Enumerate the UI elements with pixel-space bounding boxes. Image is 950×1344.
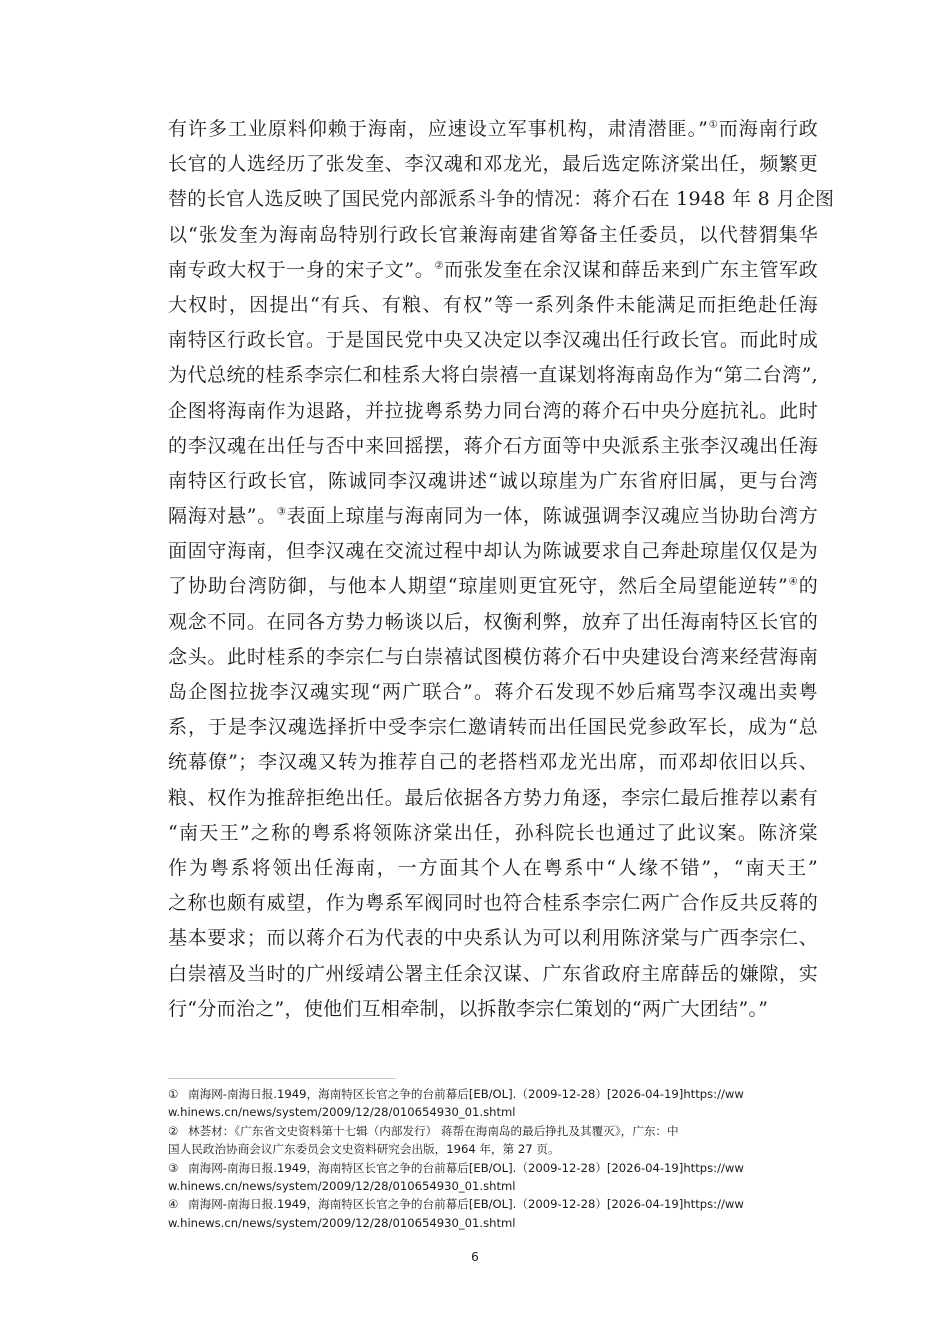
footnote-reference[interactable]: ① [708, 119, 719, 131]
text-line [168, 534, 818, 569]
text-line [168, 992, 818, 1027]
text-line [168, 323, 818, 358]
footnote-reference[interactable]: ④ [788, 577, 799, 589]
text-run: 企图将海南作为退路，并拉拢粤系势力同台湾的蒋介石中央分庭抗礼。此时 [168, 399, 818, 422]
text-line [168, 218, 818, 253]
footnote-text: 林荟材：《广东省文史资料第十七辑（内部发行） 蒋帮在海南岛的最后挣扎及其覆灭》，广东：中 [188, 1123, 679, 1138]
footnote-text: w.hinews.cn/news/system/2009/12/28/010654930_01.shtml [168, 1105, 516, 1120]
text-line [168, 710, 818, 745]
footnote-separator [168, 1078, 396, 1079]
text-run: 行“分而治之”，使他们互相牵制，以拆散李宗仁策划的“两广大团结”。” [168, 997, 769, 1020]
footnote-marker: ④ [168, 1197, 179, 1212]
text-line [168, 605, 818, 640]
text-run: 白崇禧及当时的广州绥靖公署主任余汉谋、广东省政府主席薛岳的嫌隙，实 [168, 962, 818, 985]
footnote-text: w.hinews.cn/news/system/2009/12/28/010654930_01.shtml [168, 1178, 516, 1193]
text-line [168, 921, 818, 956]
text-run: 系，于是李汉魂选择折中受李宗仁邀请转而出任国民党参政军长，成为“总 [168, 716, 818, 739]
text-line [168, 147, 818, 182]
footnote-text: 南海网-南海日报.1949，海南特区长官之争的台前幕后[EB/OL].（2009-12-28）[2026-04-19]https://ww [188, 1160, 744, 1175]
text-line [168, 569, 818, 604]
footnote-reference[interactable]: ② [434, 260, 445, 272]
footnote-line [168, 1140, 808, 1158]
footnote-marker: ③ [168, 1160, 179, 1175]
footnote-line [168, 1159, 808, 1177]
text-run: 南特区行政长官。于是国民党中央又决定以李汉魂出任行政长官。而此时成 [168, 329, 818, 352]
footnote-line [168, 1214, 808, 1232]
text-line [168, 464, 818, 499]
text-run: 观念不同。在同各方势力畅谈以后，权衡利弊，放弃了出任海南特区长官的 [168, 610, 818, 633]
footnote-marker: ① [168, 1087, 179, 1101]
text-run: 之称也颇有威望，作为粤系军阀同时也符合桂系李宗仁两广合作反共反蒋的 [168, 892, 818, 915]
text-run: 作为粤系将领出任海南，一方面其个人在粤系中“人缘不错”，“南天王” [168, 856, 818, 879]
text-run: “南天王”之称的粤系将领陈济棠出任，孙科院长也通过了此议案。陈济棠 [168, 821, 818, 844]
text-run: 基本要求；而以蒋介石为代表的中央系认为可以利用陈济棠与广西李宗仁、 [168, 927, 818, 950]
footnote-text: 国人民政治协商会议广东委员会文史资料研究会出版，1964 年，第 27 页。 [168, 1142, 560, 1157]
text-run: 的李汉魂在出任与否中来回摇摆，蒋介石方面等中央派系主张李汉魂出任海 [168, 434, 818, 457]
footnote-reference[interactable]: ③ [276, 506, 287, 518]
text-line [168, 675, 818, 710]
text-line [168, 781, 818, 816]
text-run: 而海南行政 [718, 118, 818, 140]
text-line [168, 288, 818, 323]
text-run: 表面上琼崖与海南同为一体，陈诚强调李汉魂应当协助台湾方 [286, 505, 819, 528]
text-line [168, 429, 818, 464]
text-line [168, 394, 818, 429]
text-run: 岛企图拉拢李汉魂实现“两广联合”。蒋介石发现不妙后痛骂李汉魂出卖粤 [168, 681, 818, 703]
footnote-text: 南海网-南海日报.1949，海南特区长官之争的台前幕后[EB/OL].（2009-12-28）[2026-04-19]https://ww [188, 1197, 744, 1212]
footnote-line [168, 1085, 808, 1103]
text-run: 南特区行政长官，陈诚同李汉魂讲述“诚以琼崖为广东省府旧属，更与台湾 [168, 469, 818, 492]
text-line [168, 358, 818, 393]
body-paragraph [168, 112, 835, 1027]
text-line [168, 182, 835, 217]
footnote-text: w.hinews.cn/news/system/2009/12/28/010654930_01.shtml [168, 1215, 516, 1230]
text-line [168, 745, 818, 780]
footnote-text: 南海网-南海日报.1949，海南特区长官之争的台前幕后[EB/OL].（2009-12-28）[2026-04-19]https://ww [188, 1087, 744, 1101]
page-number: 6 [471, 1250, 479, 1264]
text-run: 隔海对悬”。 [168, 505, 277, 528]
text-line [168, 499, 818, 534]
text-run: 以“张发奎为海南岛特别行政长官兼海南建省筹备主任委员，以代替猬集华 [168, 223, 818, 246]
text-run: 长官的人选经历了张发奎、李汉魂和邓龙光，最后选定陈济棠出任，频繁更 [168, 153, 818, 176]
text-run: 面固守海南，但李汉魂在交流过程中却认为陈诚要求自己奔赴琼崖仅仅是为 [168, 540, 818, 563]
text-run: 统幕僚”；李汉魂又转为推荐自己的老搭档邓龙光出席，而邓却依旧以兵、 [168, 751, 818, 774]
footnote-line [168, 1103, 808, 1121]
text-run: 粮、权作为推辞拒绝出任。最后依据各方势力角逐，李宗仁最后推荐以素有 [168, 786, 818, 809]
text-line [168, 640, 818, 675]
footnote-line [168, 1177, 808, 1195]
footnote-line [168, 1122, 808, 1140]
text-line [168, 253, 818, 288]
text-line [168, 112, 818, 147]
footnote-line [168, 1195, 808, 1213]
text-line [168, 886, 818, 921]
footnotes-section [168, 1085, 808, 1232]
text-run: 有许多工业原料仰赖于海南，应速设立军事机构，肃清潜匪。” [168, 118, 709, 140]
text-run: 为代总统的桂系李宗仁和桂系大将白崇禧一直谋划将海南岛作为“第二台湾”, [168, 364, 818, 387]
text-run: 南专政大权于一身的宋子文”。 [168, 258, 435, 281]
text-run: 大权时，因提出“有兵、有粮、有权”等一系列条件未能满足而拒绝赴任海 [168, 293, 818, 316]
text-run: 的 [798, 575, 818, 598]
text-run: 替的长官人选反映了国民党内部派系斗争的情况：蒋介石在 1948 年 8 月企图 [168, 188, 835, 211]
text-run: 了协助台湾防御，与他本人期望“琼崖则更宜死守，然后全局望能逆转” [168, 575, 789, 598]
text-run: 而张发奎在余汉谋和薛岳来到广东主管军政 [444, 258, 819, 281]
text-line [168, 816, 818, 851]
text-line [168, 957, 818, 992]
text-line [168, 851, 818, 886]
text-run: 念头。此时桂系的李宗仁与白崇禧试图模仿蒋介石中央建设台湾来经营海南 [168, 645, 818, 668]
footnote-marker: ② [168, 1123, 179, 1138]
